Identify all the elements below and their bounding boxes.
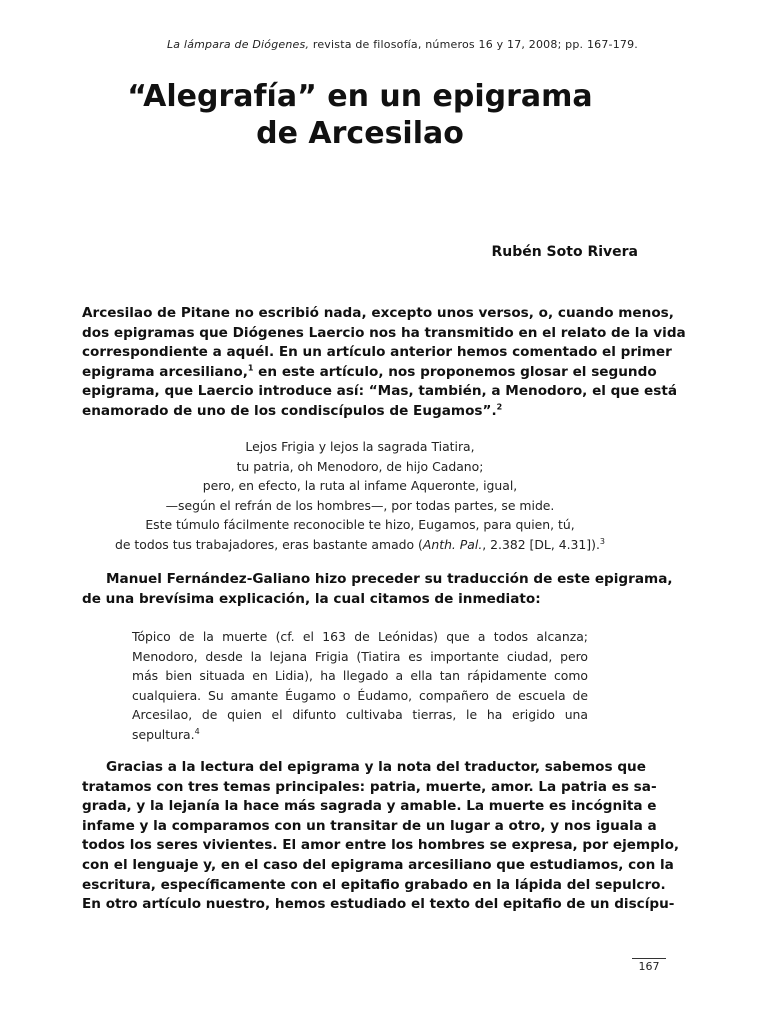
paragraph-1 <box>82 304 686 422</box>
text-line <box>82 402 639 422</box>
text-line: Manuel Fernández-Galiano hizo preceder su traducción de este epigrama, <box>106 571 673 587</box>
verse-line: Este túmulo fácilmente reconocible te hizo, Eugamos, para quien, tú, <box>145 517 575 533</box>
text-line: epigrama, que Laercio introduce así: “Mas, también, a Menodoro, el que está <box>82 383 678 400</box>
text-line: Gracias a la lectura del epigrama y la nota del traductor, sabemos que <box>106 759 646 775</box>
text-line: escritura, específicamente con el epitafio grabado en la lápida del sepulcro. <box>82 876 666 893</box>
verse-line <box>82 535 638 555</box>
epigram-verse <box>82 437 638 555</box>
text-fragment: en este artículo, nos proponemos glosar el segundo <box>253 363 657 380</box>
verse-line: —según el refrán de los hombres—, por todas partes, se mide. <box>165 497 555 513</box>
page-number: 167 <box>632 958 666 973</box>
verse-line: Lejos Frigia y lejos la sagrada Tiatira, <box>245 439 475 454</box>
title-line-1: “Alegrafía” en un epigrama <box>127 79 593 114</box>
text-line: dos epigramas que Diógenes Laercio nos ha transmitido en el relato de la vida <box>82 324 686 341</box>
text-line: Arcesilao de Pitane no escribió nada, excepto unos versos, o, cuando menos, <box>82 305 674 321</box>
text-fragment: de todos tus trabajadores, eras bastante amado ( <box>115 536 423 552</box>
block-quote <box>132 627 588 745</box>
verse-line: pero, en efecto, la ruta al infame Aqueronte, igual, <box>202 478 518 494</box>
quote-line: Tópico de la muerte (cf. el 163 de Leónidas) que a todos alcanza; <box>132 629 588 644</box>
paragraph-2 <box>82 570 673 609</box>
footnote-ref-1[interactable]: 1 <box>247 363 254 373</box>
citation-work: Anth. Pal. <box>422 536 483 552</box>
verse-line: tu patria, oh Menodoro, de hijo Cadano; <box>236 458 484 474</box>
text-line: En otro artículo nuestro, hemos estudiado el texto del epitafio de un discípu- <box>82 896 675 913</box>
text-line: grada, y la lejanía la hace más sagrada y amable. La muerte es incógnita e <box>82 798 657 815</box>
footnote-ref-4[interactable]: 4 <box>194 726 200 736</box>
journal-details: revista de filosofía, números 16 y 17, 2008; pp. 167-179. <box>309 38 638 51</box>
text-fragment: epigrama arcesiliano, <box>82 363 248 380</box>
text-fragment: sepultura. <box>132 726 195 742</box>
footnote-ref-2[interactable]: 2 <box>496 402 503 412</box>
text-fragment: , 2.382 [DL, 4.31]). <box>482 536 600 552</box>
text-line <box>82 363 657 383</box>
text-line: de una brevísima explicación, la cual citamos de inmediato: <box>82 590 541 607</box>
article-title <box>82 78 638 152</box>
text-line: tratamos con tres temas principales: patria, muerte, amor. La patria es sa- <box>82 778 657 795</box>
quote-line: Menodoro, desde la lejana Frigia (Tiatira es importante ciudad, pero <box>132 648 588 664</box>
footnote-ref-3[interactable]: 3 <box>599 536 605 546</box>
title-line-2: de Arcesilao <box>256 116 464 151</box>
quote-line <box>132 725 588 745</box>
text-line: todos los seres vivientes. El amor entre los hombres se expresa, por ejemplo, <box>82 837 680 854</box>
running-head <box>82 38 638 51</box>
quote-line: cualquiera. Su amante Éugamo o Éudamo, compañero de escuela de <box>132 687 588 703</box>
text-line: con el lenguaje y, en el caso del epigrama arcesiliano que estudiamos, con la <box>82 856 674 873</box>
quote-line: más bien situada en Lidia), ha llegado a ella tan rápidamente como <box>132 668 588 684</box>
text-line: correspondiente a aquél. En un artículo anterior hemos comentado el primer <box>82 344 672 361</box>
paragraph-3 <box>82 758 680 915</box>
quote-line: Arcesilao, de quien el difunto cultivaba tierras, le ha erigido una <box>132 707 588 723</box>
journal-title: La lámpara de Diógenes, <box>166 38 310 51</box>
author-name: Rubén Soto Rivera <box>491 244 638 260</box>
text-fragment: enamorado de uno de los condiscípulos de Eugamos”. <box>82 402 497 419</box>
text-line: infame y la comparamos con un transitar de un lugar a otro, y nos iguala a <box>82 817 657 834</box>
